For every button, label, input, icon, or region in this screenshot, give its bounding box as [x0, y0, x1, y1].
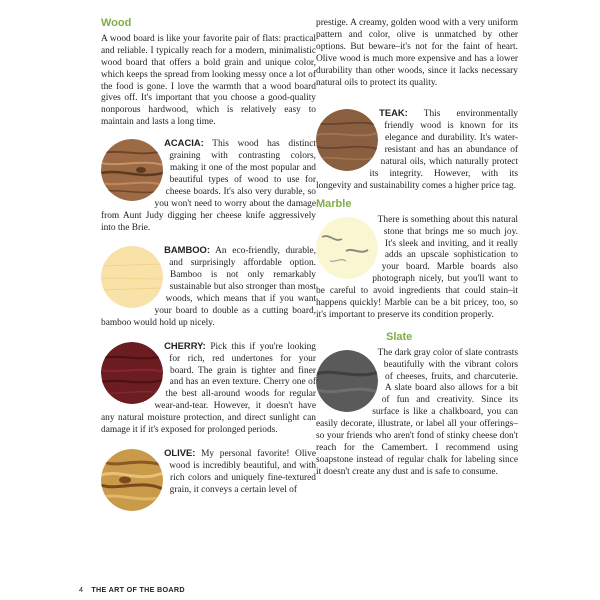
marble-text: There is something about this natural stone that brings me so much joy. It's sleek and inviting, and it really adds an upscale sophistication to your board. Marble boards also photograph nicely, but you'll want to be careful to avoid ingredients that could stain–it happens quickly! Marble can be a bit pricey, too, so it's important to preserve its condition properly.	[316, 214, 518, 320]
slate-swatch-icon	[316, 350, 378, 412]
teak-entry	[316, 107, 518, 192]
cherry-text: Pick this if you're looking for rich, red undertones for your board. The grain is tighter and finer and has an even texture. Cherry one of the best all-around woods for regular wear-and-tear. However, it doesn't have any natural moisture protection, and direct sunlight can damage it if it's exposed for prolonged periods.	[101, 341, 316, 436]
page-footer	[79, 585, 185, 594]
acacia-swatch-icon	[101, 139, 163, 201]
slate-heading: Slate	[386, 330, 413, 343]
cherry-swatch-icon	[101, 342, 163, 404]
right-column	[316, 18, 518, 479]
olive-text: My personal favorite! Olive wood is incredibly beautiful, and with rich colors and uniquely fine-textured grain, it conveys a certain level of	[169, 449, 316, 495]
olive-entry	[101, 447, 316, 513]
bamboo-swatch-icon	[101, 246, 163, 308]
acacia-entry	[101, 137, 316, 234]
olive-label: OLIVE:	[164, 447, 196, 458]
marble-entry	[316, 215, 518, 322]
left-column	[101, 18, 316, 513]
bamboo-text: An eco-friendly, durable, and surprisingly affordable option. Bamboo is not only remarkably sustainable but also stronger than most woods, which means that if you want your board to double as a cutting board, bamboo would hold up nicely.	[101, 246, 316, 328]
wood-intro: A wood board is like your favorite pair of flats: practical and reliable. I typically reach for a modern, minimalistic wood board that offers a bold grain and unique color, which keeps the spread from looking messy once a lot of the food is gone. I love the warmth that a wood board gives off. It's important that you choose a good-quality nonporous hardwood, which is relatively easy to maintain and lasts a long time.	[101, 33, 316, 128]
bamboo-entry	[101, 244, 316, 329]
teak-label: TEAK:	[379, 107, 408, 119]
acacia-label: ACACIA:	[164, 137, 204, 149]
cherry-entry	[101, 340, 316, 437]
page-number: 4	[79, 585, 84, 594]
cherry-label: CHERRY:	[164, 339, 206, 351]
acacia-text: This wood has distinct graining with contrasting colors, making it one of the most popular and beautiful types of wood to use for cheese boards. It's also very durable, so you won't need to worry about the damage from Aunt Judy digging her cheese knife aggressively into the Brie.	[101, 139, 316, 233]
slate-text: The dark gray color of slate contrasts beautifully with the vibrant colors of cheeses, fruits, and charcuterie. A slate board also allows for a bit of fun and creativity. Since its surface is like a chalkboard, you can easily decorate, illustrate, or label all your offerings–so your friends who aren't fond of stinky cheese don't reach for the Camembert. I recommend using soapstone instead of regular chalk for labeling since it doesn't create any dust and is safe to consume.	[316, 347, 518, 477]
olive-swatch-icon	[101, 449, 163, 511]
teak-swatch-icon	[316, 109, 378, 171]
book-title: THE ART OF THE BOARD	[91, 585, 185, 594]
marble-swatch-icon	[316, 217, 378, 279]
marble-heading: Marble	[316, 197, 352, 210]
slate-entry	[316, 348, 518, 479]
wood-heading: Wood	[101, 17, 132, 29]
olive-continued-text: prestige. A creamy, golden wood with a very uniform pattern and color, olive is unmatched by other options. But beware–it's not for the faint of heart. Olive wood is much more expensive and has a lower durability than other woods, since it lacks necessary natural oils to protect its quality.	[316, 18, 518, 88]
bamboo-label: BAMBOO:	[164, 244, 210, 256]
teak-text: This environmentally friendly wood is known for its elegance and durability. It's water-resistant and has an abundance of natural oils, which naturally protect its integrity. However, with its longevity and sustainability comes a higher price tag.	[316, 109, 518, 191]
